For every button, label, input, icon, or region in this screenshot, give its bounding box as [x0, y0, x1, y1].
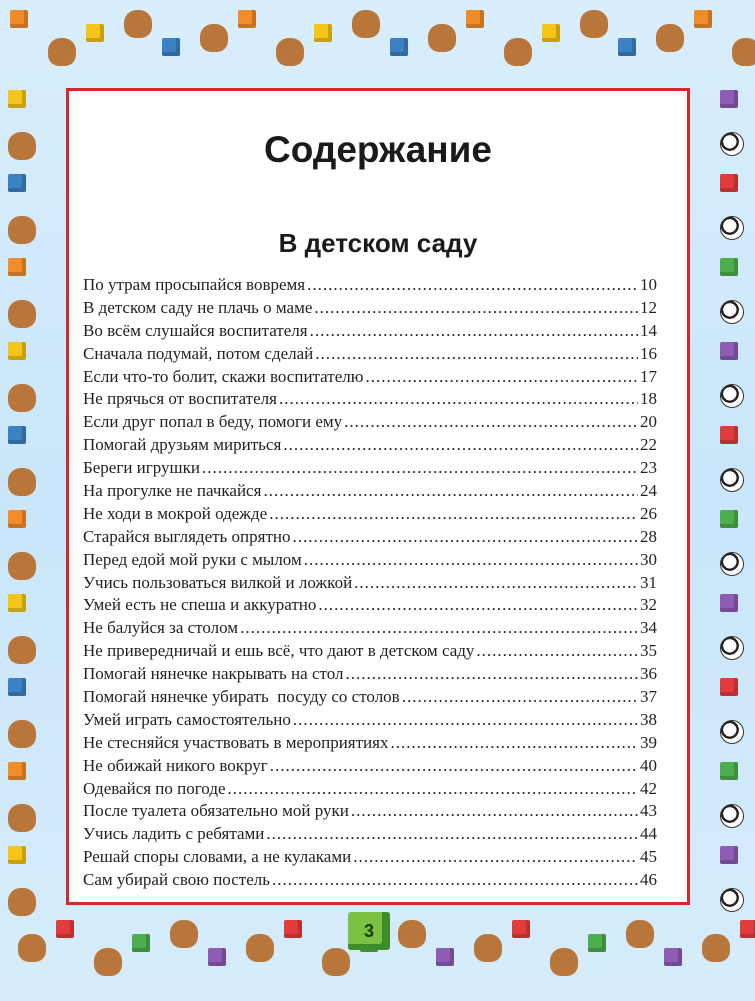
toc-entry[interactable]: [83, 298, 657, 321]
dot-leader: [354, 573, 638, 593]
teddy-bear-icon: [124, 10, 152, 38]
toc-entry[interactable]: [83, 573, 657, 596]
teddy-bear-icon: [94, 948, 122, 976]
dot-leader: [240, 618, 638, 638]
dot-leader: [269, 504, 638, 524]
toy-block-icon: [8, 174, 26, 192]
toc-entry-title: Старайся выглядеть опрятно: [83, 526, 291, 546]
toy-block-icon: [720, 846, 738, 864]
toc-entry-title: Не прячься от воспитателя: [83, 389, 277, 409]
toy-block-icon: [86, 24, 104, 42]
toc-entry-title: Если друг попал в беду, помоги ему: [83, 412, 343, 432]
teddy-bear-icon: [8, 216, 36, 244]
teddy-bear-icon: [8, 720, 36, 748]
toc-entry[interactable]: [83, 641, 657, 664]
teddy-bear-icon: [8, 804, 36, 832]
toc-entry-title: После туалета обязательно мой руки: [83, 801, 349, 821]
toc-entry-page: 10: [640, 275, 657, 294]
toc-entry-title: Сам убирай свою постель: [83, 870, 270, 890]
teddy-bear-icon: [8, 468, 36, 496]
dot-leader: [293, 710, 638, 730]
toy-block-icon: [512, 920, 530, 938]
toc-entry[interactable]: [83, 321, 657, 344]
soccer-ball-icon: [720, 300, 744, 324]
teddy-bear-icon: [352, 10, 380, 38]
toc-entry-title: Помогай нянечке накрывать на стол: [83, 664, 344, 684]
toy-block-icon: [56, 920, 74, 938]
toc-entry[interactable]: [83, 756, 657, 779]
toc-entry-page: 45: [640, 847, 657, 867]
soccer-ball-icon: [720, 888, 744, 912]
dot-leader: [314, 298, 638, 318]
toc-entry-page: 43: [640, 801, 657, 821]
toy-block-icon: [588, 934, 606, 952]
toc-entry-page: 17: [640, 366, 657, 386]
teddy-bear-icon: [550, 948, 578, 976]
toc-entry-page: 42: [640, 778, 657, 798]
toy-block-icon: [694, 10, 712, 28]
toc-entry-title: Не стесняйся участвовать в мероприятиях: [83, 732, 389, 752]
toy-block-icon: [720, 678, 738, 696]
toy-block-icon: [436, 948, 454, 966]
soccer-ball-icon: [720, 552, 744, 576]
toc-entry-title: По утрам просыпайся вовремя: [83, 275, 306, 294]
toy-block-icon: [284, 920, 302, 938]
toc-entry-page: 31: [640, 572, 657, 592]
teddy-bear-icon: [322, 948, 350, 976]
toc-entry-page: 23: [640, 458, 657, 478]
toy-block-icon: [162, 38, 180, 56]
dot-leader: [279, 389, 638, 409]
contents-frame: [66, 88, 690, 905]
toc-entry-page: 16: [640, 343, 657, 363]
teddy-bear-icon: [18, 934, 46, 962]
toc-entry-title: Одевайся по погоде: [83, 778, 226, 798]
toc-entry-title: Не обижай никого вокруг: [83, 755, 268, 775]
toc-entry[interactable]: [83, 687, 657, 710]
toc-entry-page: 32: [640, 595, 657, 615]
dot-leader: [270, 756, 638, 776]
dot-leader: [318, 595, 638, 615]
toy-block-icon: [664, 948, 682, 966]
dot-leader: [344, 412, 638, 432]
dot-leader: [293, 527, 639, 547]
teddy-bear-icon: [246, 934, 274, 962]
toc-entry-title: Не балуйся за столом: [83, 618, 239, 638]
dot-leader: [351, 801, 638, 821]
toy-block-icon: [390, 38, 408, 56]
toy-block-icon: [720, 594, 738, 612]
teddy-bear-icon: [732, 38, 755, 66]
toc-entry-title: Помогай друзьям мириться: [83, 435, 282, 455]
teddy-bear-icon: [474, 934, 502, 962]
toc-entry-title: Не ходи в мокрой одежде: [83, 503, 268, 523]
toc-entry-title: Учись ладить с ребятами: [83, 824, 265, 844]
toc-entry-title: Умей есть не спеша и аккуратно: [83, 595, 317, 615]
toc-entry-page: 40: [640, 755, 657, 775]
toc-entry-page: 39: [640, 732, 657, 752]
toc-entry-page: 22: [640, 435, 657, 455]
toy-block-icon: [8, 594, 26, 612]
toc-entry[interactable]: [83, 595, 657, 618]
toc-entry[interactable]: [83, 275, 657, 298]
dot-leader: [315, 344, 638, 364]
toc-entry-title: Не привередничай и ешь всё, что дают в детском саду: [83, 641, 475, 661]
toc-entry-title: Сначала подумай, потом сделай: [83, 343, 314, 363]
table-of-contents: [83, 275, 657, 893]
toy-block-icon: [314, 24, 332, 42]
dot-leader: [283, 435, 638, 455]
toc-entry-title: Решай споры словами, а не кулаками: [83, 847, 352, 867]
toc-entry[interactable]: [83, 801, 657, 824]
dot-leader: [365, 367, 638, 387]
teddy-bear-icon: [276, 38, 304, 66]
toc-entry[interactable]: [83, 847, 657, 870]
toc-entry-page: 38: [640, 709, 657, 729]
soccer-ball-icon: [720, 720, 744, 744]
toc-entry[interactable]: [83, 527, 657, 550]
toc-entry[interactable]: [83, 389, 657, 412]
teddy-bear-icon: [8, 300, 36, 328]
toc-entry-title: Помогай нянечке убирать посуду со столов: [83, 687, 400, 707]
toc-entry[interactable]: [83, 481, 657, 504]
dot-leader: [228, 779, 638, 799]
toc-entry-title: Умей играть самостоятельно: [83, 709, 291, 729]
toy-block-icon: [466, 10, 484, 28]
toc-entry-page: 12: [640, 297, 657, 317]
teddy-bear-icon: [702, 934, 730, 962]
toy-block-icon: [8, 90, 26, 108]
toy-block-icon: [132, 934, 150, 952]
toc-entry-page: 37: [640, 687, 657, 707]
toy-block-icon: [740, 920, 755, 938]
toc-entry-page: 26: [640, 503, 657, 523]
toc-entry[interactable]: [83, 435, 657, 458]
toy-block-icon: [542, 24, 560, 42]
toc-entry[interactable]: [83, 779, 657, 802]
soccer-ball-icon: [720, 468, 744, 492]
toc-entry[interactable]: [83, 412, 657, 435]
soccer-ball-icon: [720, 384, 744, 408]
toy-block-icon: [720, 762, 738, 780]
toy-block-icon: [720, 342, 738, 360]
toc-entry[interactable]: [83, 367, 657, 390]
toc-entry-title: Если что-то болит, скажи воспитателю: [83, 366, 364, 386]
teddy-bear-icon: [48, 38, 76, 66]
toc-entry[interactable]: [83, 824, 657, 847]
toc-entry-page: 30: [640, 549, 657, 569]
dot-leader: [476, 641, 638, 661]
soccer-ball-icon: [720, 216, 744, 240]
toc-entry-page: 20: [640, 412, 657, 432]
toc-entry-page: 34: [640, 618, 657, 638]
toy-block-icon: [720, 510, 738, 528]
toc-entry-page: 24: [640, 481, 657, 501]
toy-block-icon: [10, 10, 28, 28]
toy-block-icon: [8, 510, 26, 528]
toy-block-icon: [720, 258, 738, 276]
toc-entry[interactable]: [83, 344, 657, 367]
toc-entry-page: 28: [640, 526, 657, 546]
soccer-ball-icon: [720, 804, 744, 828]
dot-leader: [353, 847, 638, 867]
page-number: 3: [348, 912, 390, 950]
toc-entry-title: Перед едой мой руки с мылом: [83, 549, 302, 569]
toy-block-icon: [618, 38, 636, 56]
teddy-bear-icon: [504, 38, 532, 66]
toy-block-icon: [8, 258, 26, 276]
dot-leader: [272, 870, 638, 890]
toy-block-icon: [238, 10, 256, 28]
page-title: Содержание: [264, 129, 492, 170]
toc-entry-title: Учись пользоваться вилкой и ложкой: [83, 572, 353, 592]
dot-leader: [263, 481, 638, 501]
teddy-bear-icon: [200, 24, 228, 52]
dot-leader: [345, 664, 638, 684]
dot-leader: [266, 824, 638, 844]
toc-entry-title: В детском саду не плачь о маме: [83, 297, 313, 317]
toc-entry[interactable]: [83, 870, 657, 893]
teddy-bear-icon: [8, 132, 36, 160]
teddy-bear-icon: [398, 920, 426, 948]
toc-entry[interactable]: [83, 504, 657, 527]
toy-block-icon: [720, 174, 738, 192]
teddy-bear-icon: [8, 384, 36, 412]
dot-leader: [307, 275, 638, 295]
dot-leader: [310, 321, 638, 341]
toc-entry-page: 35: [640, 641, 657, 661]
toy-block-icon: [720, 90, 738, 108]
toc-entry-title: Береги игрушки: [83, 458, 200, 478]
toc-entry[interactable]: [83, 733, 657, 756]
teddy-bear-icon: [8, 888, 36, 916]
teddy-bear-icon: [656, 24, 684, 52]
toy-block-icon: [8, 342, 26, 360]
toc-entry-title: Во всём слушайся воспитателя: [83, 320, 308, 340]
teddy-bear-icon: [8, 552, 36, 580]
soccer-ball-icon: [720, 636, 744, 660]
toc-entry[interactable]: [83, 458, 657, 481]
toy-block-icon: [8, 846, 26, 864]
teddy-bear-icon: [8, 636, 36, 664]
toy-block-icon: [8, 762, 26, 780]
toc-entry-title: На прогулке не пачкайся: [83, 481, 262, 501]
toy-block-icon: [8, 678, 26, 696]
toy-block-icon: [720, 426, 738, 444]
teddy-bear-icon: [580, 10, 608, 38]
toc-entry-page: 46: [640, 870, 657, 890]
toc-entry-page: 44: [640, 824, 657, 844]
toc-entry[interactable]: [83, 664, 657, 687]
toc-entry[interactable]: [83, 550, 657, 573]
dot-leader: [202, 458, 638, 478]
teddy-bear-icon: [428, 24, 456, 52]
section-heading: В детском саду: [278, 228, 478, 258]
soccer-ball-icon: [720, 132, 744, 156]
toc-entry-page: 36: [640, 664, 657, 684]
toc-entry-page: 18: [640, 389, 657, 409]
dot-leader: [304, 550, 638, 570]
teddy-bear-icon: [170, 920, 198, 948]
toc-entry[interactable]: [83, 710, 657, 733]
toc-entry-page: 14: [640, 320, 657, 340]
toy-block-icon: [208, 948, 226, 966]
toy-block-icon: [8, 426, 26, 444]
dot-leader: [402, 687, 638, 707]
dot-leader: [390, 733, 638, 753]
toc-entry[interactable]: [83, 618, 657, 641]
teddy-bear-icon: [626, 920, 654, 948]
